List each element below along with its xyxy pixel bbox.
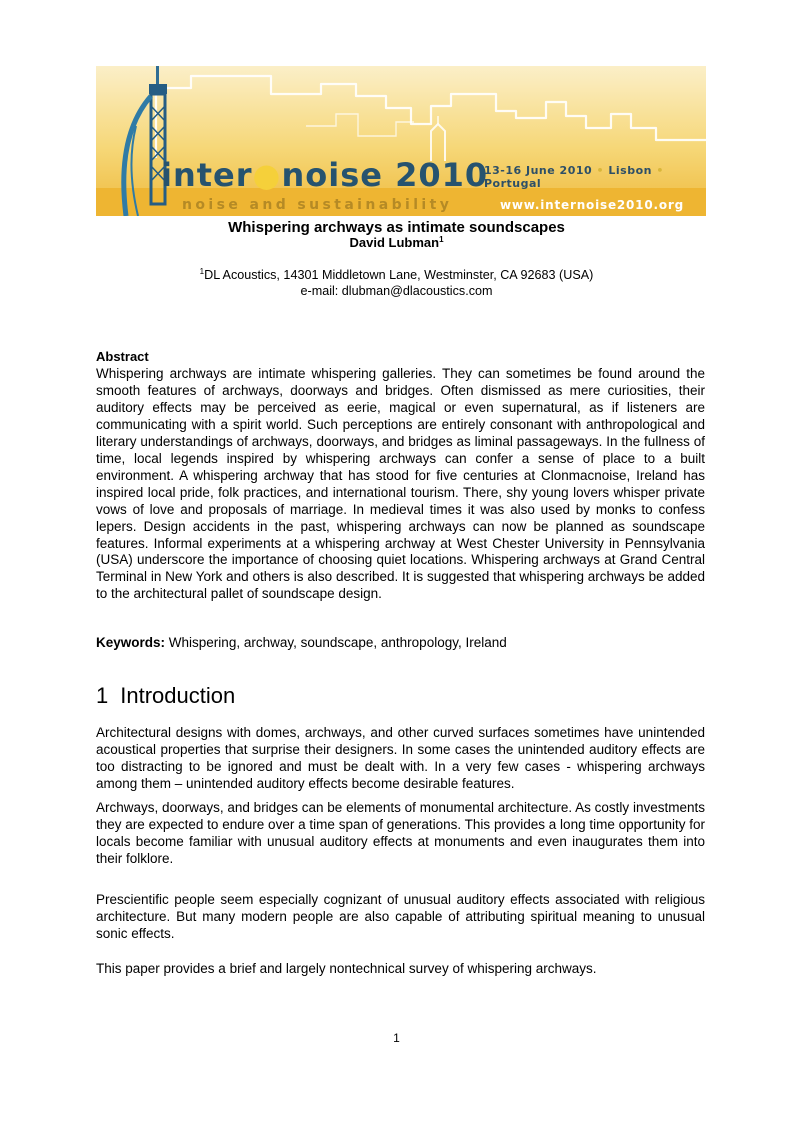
paper-author: David Lubman$^1$	[349, 235, 444, 250]
section-title-text: Introduction	[120, 683, 236, 708]
body-paragraph: Prescientific people seem especially cognizant of unusual auditory effects associated with religious architecture. But many modern people are also capable of attributing spiritual meaning to unusual sonic effects.	[96, 892, 705, 941]
keywords-line	[96, 635, 507, 650]
body-paragraph: This paper provides a brief and largely nontechnical survey of whispering archways.	[96, 961, 597, 976]
conference-dates: 13-16 June 2010 • Lisbon • Portugal	[484, 164, 664, 190]
keywords-label: Keywords:	[96, 635, 166, 650]
author-affiliation: $^1$DL Acoustics, 14301 Middletown Lane, Westminster, CA 92683 (USA)	[199, 267, 594, 282]
brand-tagline: noise and sustainability	[182, 197, 453, 213]
body-paragraph: Archways, doorways, and bridges can be elements of monumental architecture. As costly investments they are expected to endure over a time span of generations. This provides a long time opportunity for locals become familiar with unusual auditory effects at monuments and even inaugurates them into their folklore.	[96, 800, 705, 866]
paper-title: Whispering archways as intimate soundscapes	[228, 219, 565, 236]
conference-banner	[96, 66, 706, 216]
section-number: 1	[96, 683, 109, 708]
brand-logo-text: inter●noise 2010	[161, 156, 489, 194]
abstract-text: Whispering archways are intimate whispering galleries. They can sometimes be found around the smooth features of archways, doorways and bridges. Often dismissed as mere curiosities, their auditory effects may be perceived as eerie, magical or even supernatural, as if listeners are communicating with a spirit world. Such perceptions are entirely consonant with anthropological and literary understandings of archways, doorways, and bridges as liminal passageways. In the fullness of time, local legends inspired by whispering archways can confer a sense of place to a built environment. A whispering archway that has stood for five centuries at Clonmacnoise, Ireland has inspired local pride, folk practices, and international tourism. There, shy young lovers whisper private vows of love and proposals of marriage. In medieval times it was also used by monks to confess lepers. Design accidents in the past, whispering archways can now be planned as soundscape features. Informal experiments at a whispering archway at West Chester University in Pennsylvania (USA) underscore the importance of choosing quiet locations. Whispering archways at Grand Central Terminal in New York and others is also described. It is suggested that whispering archways be added to the architectural pallet of soundscape design.	[96, 366, 705, 602]
keywords-text: Whispering, archway, soundscape, anthropology, Ireland	[168, 635, 507, 650]
abstract-heading: Abstract	[96, 349, 149, 364]
body-paragraph: Architectural designs with domes, archways, and other curved surfaces sometimes have unintended acoustical properties that surprise their designers. In some cases the unintended auditory effects are too distracting to be ignored and must be dealt with. In a very few cases - whispering archways among them – unintended auditory effects become desirable features.	[96, 725, 705, 791]
section-heading	[96, 683, 235, 709]
page-number: 1	[393, 1031, 400, 1045]
conference-website: www.internoise2010.org	[500, 198, 684, 212]
author-email: e-mail: dlubman@dlacoustics.com	[300, 284, 493, 298]
